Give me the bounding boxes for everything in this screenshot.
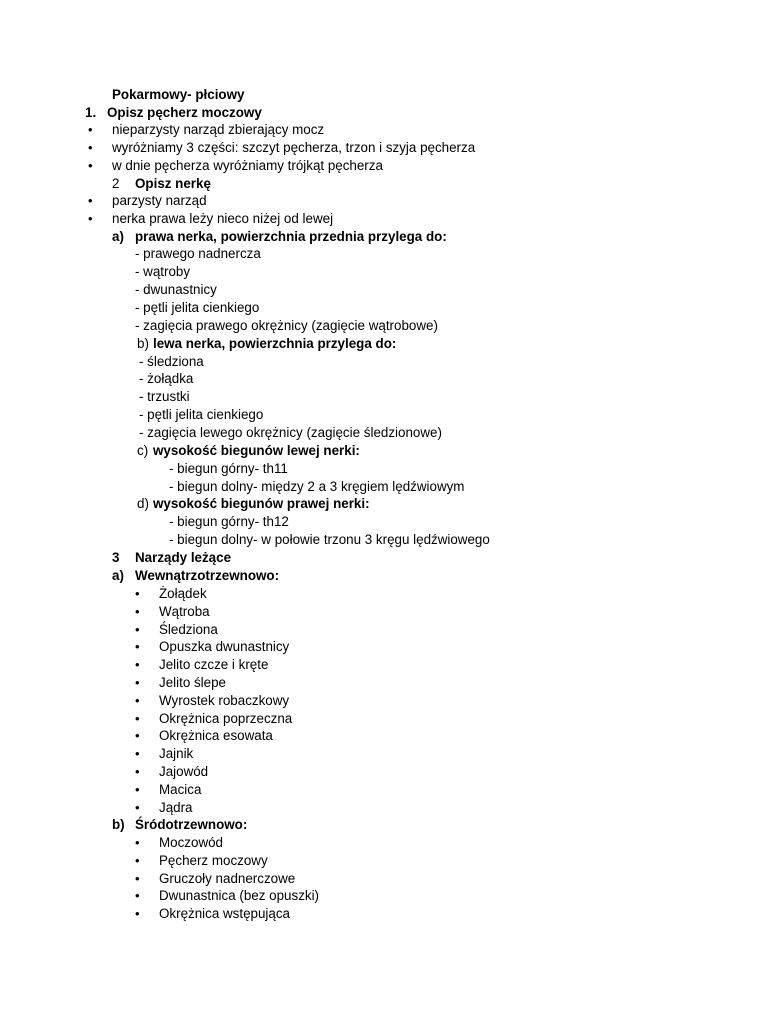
q2c-label: c) — [137, 443, 149, 458]
q2b-heading: lewa nerka, powierzchnia przylega do: — [153, 336, 397, 351]
list-item: - pętli jelita cienkiego — [139, 407, 264, 422]
q3-heading: Narządy leżące — [135, 550, 232, 565]
q3a-label: a) — [112, 568, 124, 583]
doc-title: Pokarmowy- płciowy — [112, 87, 245, 102]
list-item: Jajowód — [159, 764, 209, 779]
bullet-icon: • — [88, 158, 93, 173]
q1-number: 1. — [85, 105, 97, 120]
bullet-icon: • — [135, 906, 140, 921]
list-item: Opuszka dwunastnicy — [159, 639, 290, 654]
list-item: Wątroba — [159, 604, 210, 619]
q1-heading: Opisz pęcherz moczowy — [107, 105, 262, 120]
list-item: Wyrostek robaczkowy — [159, 693, 290, 708]
bullet-icon: • — [135, 693, 140, 708]
q3b-label: b) — [112, 817, 125, 832]
q2a-heading: prawa nerka, powierzchnia przednia przylega do: — [135, 229, 447, 244]
bullet-icon: • — [88, 193, 93, 208]
bullet-icon: • — [135, 604, 140, 619]
bullet-icon: • — [135, 622, 140, 637]
bullet-icon: • — [135, 675, 140, 690]
bullet-icon: • — [88, 122, 93, 137]
list-item: - biegun górny- th11 — [169, 461, 288, 476]
list-item: - pętli jelita cienkiego — [135, 300, 260, 315]
bullet-icon: • — [135, 853, 140, 868]
q3b-heading: Śródotrzewnowo: — [135, 817, 248, 832]
bullet-icon: • — [88, 140, 93, 155]
bullet-icon: • — [135, 711, 140, 726]
list-item: Moczowód — [159, 835, 224, 850]
bullet-icon: • — [135, 800, 140, 815]
list-item: - wątroby — [135, 264, 191, 279]
list-item: - zagięcia lewego okrężnicy (zagięcie śledzionowe) — [139, 425, 442, 440]
bullet-icon: • — [88, 211, 93, 226]
q1-bullet-2: wyróżniamy 3 części: szczyt pęcherza, trzon i szyja pęcherza — [112, 140, 476, 155]
q2a-label: a) — [112, 229, 124, 244]
list-item: Jelito ślepe — [159, 675, 226, 690]
bullet-icon: • — [135, 888, 140, 903]
list-item: Żołądek — [159, 586, 207, 601]
list-item: Gruczoły nadnerczowe — [159, 871, 296, 886]
list-item: - trzustki — [139, 389, 190, 404]
list-item: Okrężnica esowata — [159, 728, 273, 743]
q3-number: 3 — [112, 550, 120, 565]
q2-heading: Opisz nerkę — [135, 176, 211, 191]
q2b-label: b) — [137, 336, 149, 351]
list-item: Jelito czcze i kręte — [159, 657, 269, 672]
list-item: - biegun górny- th12 — [169, 514, 289, 529]
list-item: - śledziona — [139, 354, 204, 369]
list-item: - żołądka — [139, 371, 194, 386]
q1-bullet-3: w dnie pęcherza wyróżniamy trójkąt pęcherza — [112, 158, 383, 173]
list-item: Śledziona — [159, 622, 218, 637]
list-item: - biegun dolny- w połowie trzonu 3 kręgu lędźwiowego — [169, 532, 490, 547]
bullet-icon: • — [135, 782, 140, 797]
list-item: Okrężnica wstępująca — [159, 906, 290, 921]
list-item: - dwunastnicy — [135, 282, 217, 297]
bullet-icon: • — [135, 764, 140, 779]
q2-bullet-1: parzysty narząd — [112, 193, 207, 208]
q1-bullet-1: nieparzysty narząd zbierający mocz — [112, 122, 325, 137]
list-item: Dwunastnica (bez opuszki) — [159, 888, 320, 903]
q2-number: 2 — [112, 176, 120, 191]
bullet-icon: • — [135, 835, 140, 850]
q2c-heading: wysokość biegunów lewej nerki: — [153, 443, 360, 458]
bullet-icon: • — [135, 586, 140, 601]
list-item: - zagięcia prawego okrężnicy (zagięcie wątrobowe) — [135, 318, 438, 333]
list-item: Macica — [159, 782, 202, 797]
list-item: Jajnik — [159, 746, 194, 761]
bullet-icon: • — [135, 639, 140, 654]
bullet-icon: • — [135, 871, 140, 886]
list-item: Pęcherz moczowy — [159, 853, 268, 868]
q3a-heading: Wewnątrzotrzewnowo: — [135, 568, 280, 583]
bullet-icon: • — [135, 746, 140, 761]
list-item: Okrężnica poprzeczna — [159, 711, 293, 726]
q2-bullet-2: nerka prawa leży nieco niżej od lewej — [112, 211, 334, 226]
bullet-icon: • — [135, 657, 140, 672]
q2d-label: d) — [137, 496, 149, 511]
list-item: - prawego nadnercza — [135, 246, 261, 261]
q2d-heading: wysokość biegunów prawej nerki: — [153, 496, 370, 511]
list-item: - biegun dolny- między 2 a 3 kręgiem lędźwiowym — [169, 479, 465, 494]
bullet-icon: • — [135, 728, 140, 743]
list-item: Jądra — [159, 800, 193, 815]
